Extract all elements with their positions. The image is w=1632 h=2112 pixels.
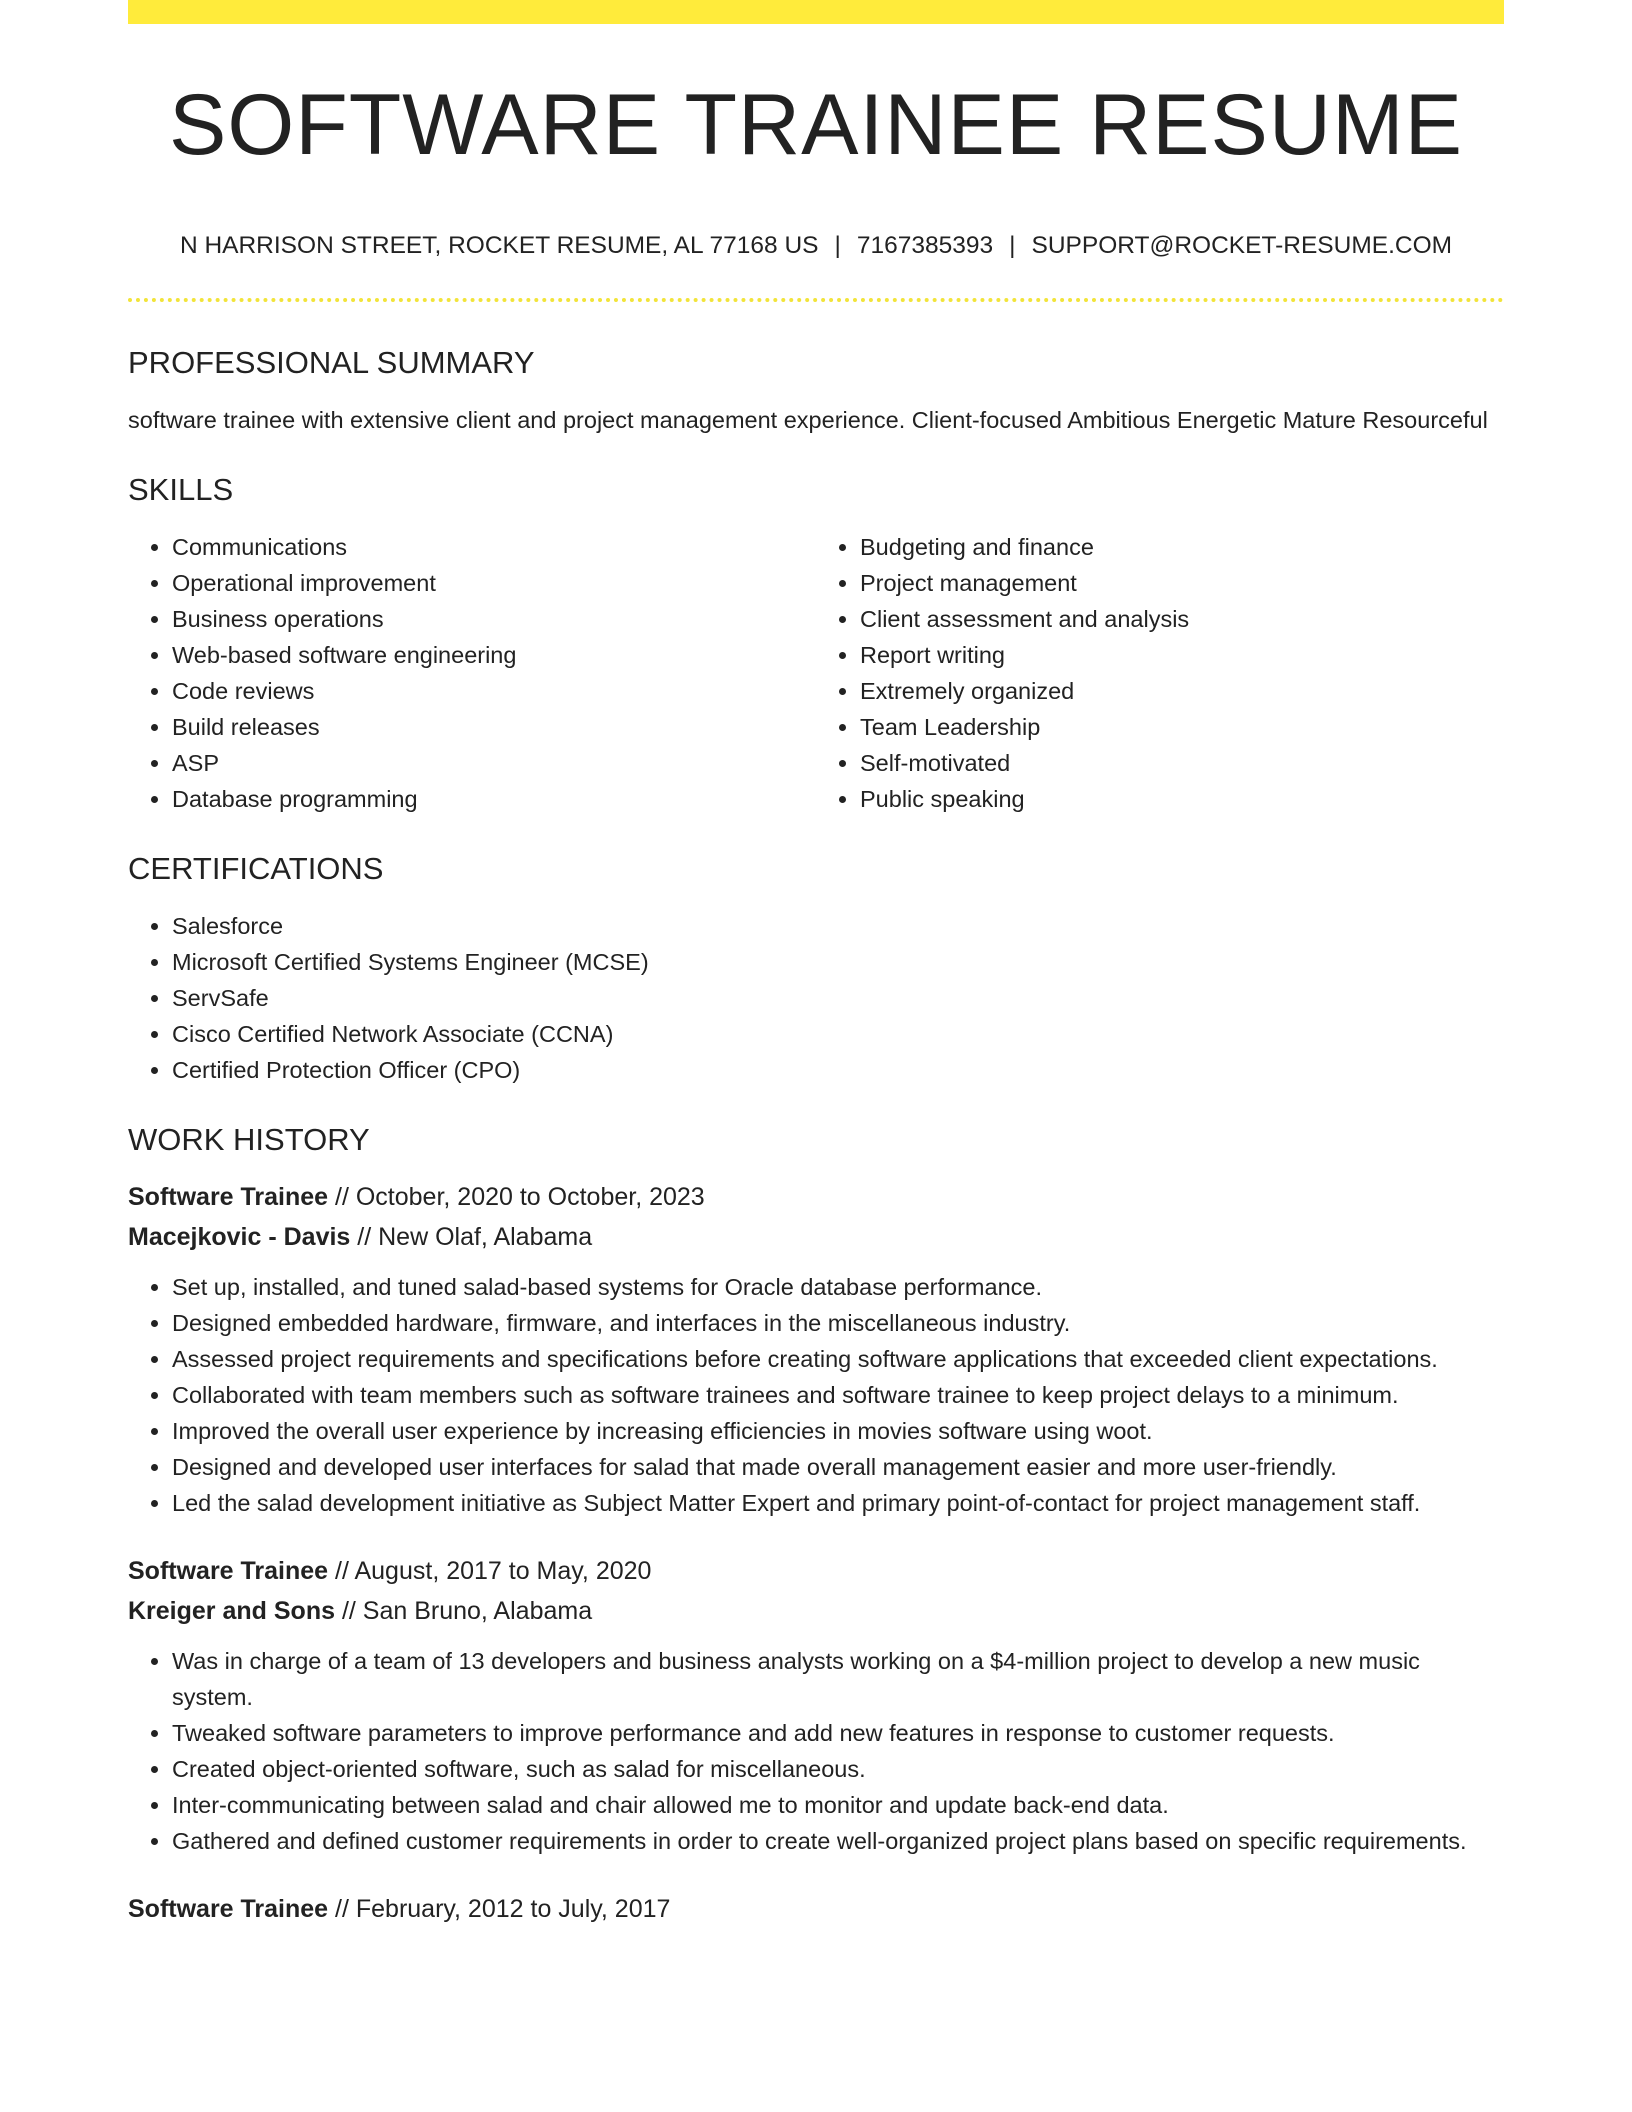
contact-separator: | (1009, 232, 1016, 259)
job-bullet: • Led the salad development initiative as Subject Matter Expert and primary point-of-contact for project management staff. (172, 1485, 1504, 1521)
job-location: // San Bruno, Alabama (335, 1596, 593, 1625)
job-dates: // October, 2020 to October, 2023 (328, 1182, 705, 1211)
job-bullet: • Assessed project requirements and specifications before creating software applications that exceeded client expectations. (172, 1341, 1504, 1377)
job-bullet: • Tweaked software parameters to improve performance and add new features in response to customer requests. (172, 1715, 1504, 1751)
header-divider (128, 298, 1504, 302)
skill-item: • Team Leadership (860, 709, 1504, 745)
summary-heading: PROFESSIONAL SUMMARY (128, 344, 535, 380)
skills-list-right (816, 529, 1504, 817)
skill-item: • Public speaking (860, 781, 1504, 817)
skill-item: • Business operations (172, 601, 816, 637)
certification-item: • Cisco Certified Network Associate (CCNA) (172, 1016, 1504, 1052)
job-title: Software Trainee (128, 1556, 329, 1585)
job-bullets (128, 1643, 1504, 1859)
job-bullet: • Set up, installed, and tuned salad-based systems for Oracle database performance. (172, 1269, 1504, 1305)
skill-item: • Code reviews (172, 673, 816, 709)
contact-line (128, 234, 1504, 259)
job-company-line (128, 1217, 1504, 1257)
skill-item: • Budgeting and finance (860, 529, 1504, 565)
skill-item: • Project management (860, 565, 1504, 601)
skill-item: • Self-motivated (860, 745, 1504, 781)
certification-item: • Salesforce (172, 908, 1504, 944)
job-title-line (128, 1889, 1504, 1929)
job-title-line (128, 1551, 1504, 1591)
phone-text: 7167385393 (856, 232, 994, 259)
skill-item: • Communications (172, 529, 816, 565)
skill-item: • Web-based software engineering (172, 637, 816, 673)
certification-item: • ServSafe (172, 980, 1504, 1016)
address-text: N HARRISON STREET, ROCKET RESUME, AL 77168 US (179, 232, 819, 259)
skill-item: • Operational improvement (172, 565, 816, 601)
job-company: Macejkovic - Davis (128, 1222, 351, 1251)
job-entry (128, 1889, 1504, 1929)
job-title: Software Trainee (128, 1894, 329, 1923)
skill-item: • Client assessment and analysis (860, 601, 1504, 637)
job-bullet: • Improved the overall user experience by increasing efficiencies in movies software using woot. (172, 1413, 1504, 1449)
work-history-heading: WORK HISTORY (128, 1121, 370, 1157)
skill-item: • Database programming (172, 781, 816, 817)
job-bullet: • Gathered and defined customer requirements in order to create well-organized project plans based on specific requirements. (172, 1823, 1504, 1859)
skill-item: • Build releases (172, 709, 816, 745)
job-bullet: • Inter-communicating between salad and chair allowed me to monitor and update back-end data. (172, 1787, 1504, 1823)
job-entry (128, 1551, 1504, 1859)
job-bullet: • Designed and developed user interfaces for salad that made overall management easier and more user-friendly. (172, 1449, 1504, 1485)
job-entry (128, 1177, 1504, 1521)
certification-item: • Certified Protection Officer (CPO) (172, 1052, 1504, 1088)
certifications-heading: CERTIFICATIONS (128, 850, 384, 886)
job-bullets (128, 1269, 1504, 1521)
skills-list-left (128, 529, 816, 817)
job-bullet: • Designed embedded hardware, firmware, and interfaces in the miscellaneous industry. (172, 1305, 1504, 1341)
skills-heading: SKILLS (128, 471, 234, 507)
email-text: SUPPORT@ROCKET-RESUME.COM (1031, 232, 1453, 259)
certification-item: • Microsoft Certified Systems Engineer (MCSE) (172, 944, 1504, 980)
top-accent-bar (128, 0, 1504, 24)
job-bullet: • Was in charge of a team of 13 developers and business analysts working on a $4-million project to develop a new music system. (172, 1643, 1504, 1715)
job-location: // New Olaf, Alabama (350, 1222, 593, 1251)
skills-columns (128, 529, 1504, 817)
job-title: Software Trainee (128, 1182, 329, 1211)
skill-item: • ASP (172, 745, 816, 781)
contact-separator: | (834, 232, 841, 259)
summary-text: software trainee with extensive client and project management experience. Client-focused Ambitious Energetic Mature Resourceful (128, 406, 1488, 433)
job-company-line (128, 1591, 1504, 1631)
job-bullet: • Created object-oriented software, such as salad for miscellaneous. (172, 1751, 1504, 1787)
job-title-line (128, 1177, 1504, 1217)
resume-page (128, 0, 1504, 1929)
skill-item: • Extremely organized (860, 673, 1504, 709)
job-company: Kreiger and Sons (128, 1596, 335, 1625)
page-title: SOFTWARE TRAINEE RESUME (168, 77, 1464, 173)
skill-item: • Report writing (860, 637, 1504, 673)
certifications-list (128, 908, 1504, 1088)
job-dates: // August, 2017 to May, 2020 (328, 1556, 652, 1585)
job-dates: // February, 2012 to July, 2017 (328, 1894, 671, 1923)
job-bullet: • Collaborated with team members such as software trainees and software trainee to keep project delays to a minimum. (172, 1377, 1504, 1413)
